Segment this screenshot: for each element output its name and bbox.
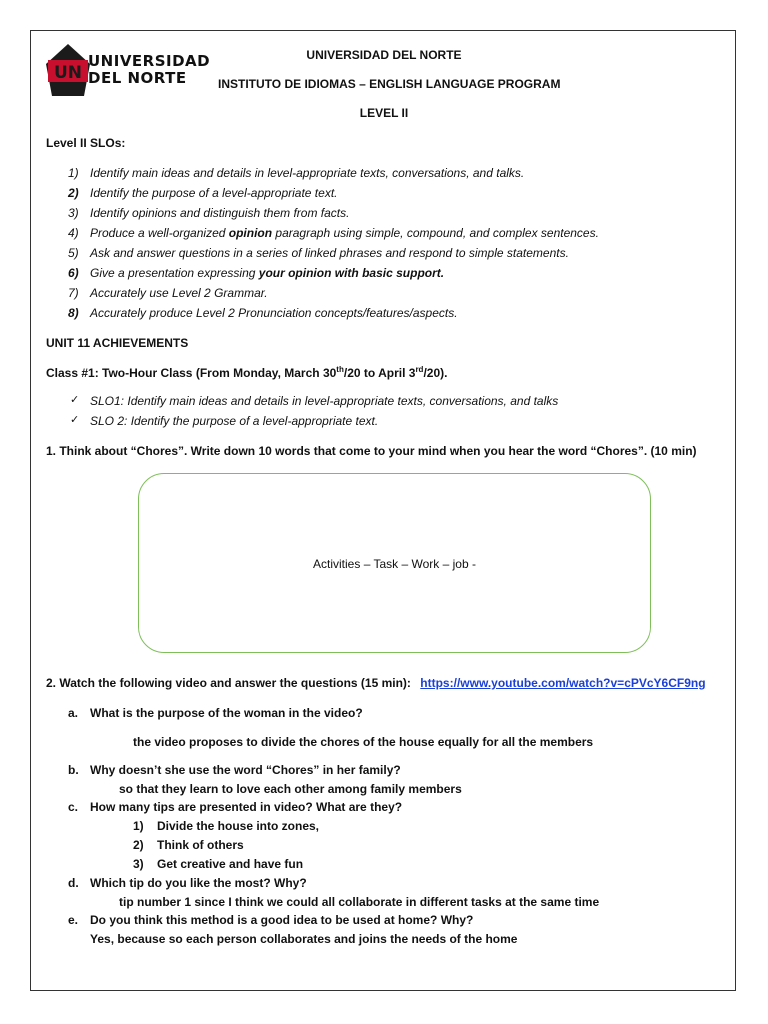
tip-number: 2) (133, 838, 144, 852)
slo-text (90, 226, 599, 240)
question-text: Why doesn’t she use the word “Chores” in her family? (90, 763, 401, 777)
university-title: UNIVERSIDAD DEL NORTE (306, 48, 462, 62)
answer-text: tip number 1 since I think we could all collaborate in different tasks at the same time (119, 895, 600, 909)
slo-number: 8) (68, 306, 79, 320)
answer-text: Yes, because so each person collaborates and joins the needs of the home (90, 932, 518, 946)
question-letter: b. (68, 763, 79, 777)
tip-text: Divide the house into zones, (157, 819, 320, 833)
class-line-part: Class #1: Two-Hour Class (From Monday, March 30 (46, 366, 337, 380)
answer-box[interactable] (138, 473, 651, 653)
slo-number: 1) (68, 166, 79, 180)
tip-text: Get creative and have fun (157, 857, 304, 871)
question-letter: e. (68, 913, 79, 927)
class-line-part: /20). (423, 366, 448, 380)
question-1: 1. Think about “Chores”. Write down 10 words that come to your mind when you hear the word “Chores”. (10 min) (46, 444, 697, 458)
slo-number: 6) (68, 266, 79, 280)
slo-text: Accurately use Level 2 Grammar. (90, 286, 268, 300)
question-text: Do you think this method is a good idea to be used at home? Why? (90, 913, 474, 927)
slo-text (90, 266, 444, 280)
slo-number: 5) (68, 246, 79, 260)
slo-number: 7) (68, 286, 79, 300)
level-title: LEVEL II (359, 106, 409, 120)
slo-text-part: paragraph using simple, compound, and complex sentences. (272, 226, 599, 240)
tip-number: 3) (133, 857, 144, 871)
class-line-sup: th (336, 365, 344, 374)
question-letter: d. (68, 876, 79, 890)
tip-text: Think of others (157, 838, 244, 852)
slo-text: Accurately produce Level 2 Pronunciation concepts/features/aspects. (90, 306, 458, 320)
slo-text-bold: your opinion with basic support. (258, 266, 445, 280)
slo-number: 4) (68, 226, 79, 240)
class-slo: SLO1: Identify main ideas and details in level-appropriate texts, conversations, and talks (90, 394, 559, 408)
question-letter: a. (68, 706, 79, 720)
tip-number: 1) (133, 819, 144, 833)
logo-mark: UN (53, 63, 83, 83)
logo-text-top: UNIVERSIDAD (88, 52, 211, 70)
slo-text-bold: opinion (228, 226, 273, 240)
slo-text: Identify the purpose of a level-appropriate text. (90, 186, 338, 200)
answer-box-text: Activities – Task – Work – job - (313, 557, 476, 571)
class-line-sup: rd (415, 365, 424, 374)
answer-text: the video proposes to divide the chores of the house equally for all the members (133, 735, 594, 749)
question-2-label: 2. Watch the following video and answer the questions (15 min): (46, 676, 411, 690)
slo-text: Ask and answer questions in a series of linked phrases and respond to simple statements. (90, 246, 569, 260)
class-line-part: /20 to April 3 (343, 366, 416, 380)
question-letter: c. (68, 800, 79, 814)
slo-text-part: Give a presentation expressing (90, 266, 259, 280)
answer-text: so that they learn to love each other among family members (119, 782, 462, 796)
slo-number: 2) (68, 186, 79, 200)
slos-title: Level II SLOs: (46, 136, 126, 150)
logo-text-bottom: DEL NORTE (88, 69, 187, 87)
checkmark-icon: ✓ (70, 414, 80, 426)
slo-text: Identify main ideas and details in level-appropriate texts, conversations, and talks. (90, 166, 525, 180)
unit-title: UNIT 11 ACHIEVEMENTS (46, 336, 189, 350)
question-text: What is the purpose of the woman in the video? (90, 706, 363, 720)
question-text: How many tips are presented in video? What are they? (90, 800, 403, 814)
slo-text: Identify opinions and distinguish them from facts. (90, 206, 350, 220)
class-slo: SLO 2: Identify the purpose of a level-appropriate text. (90, 414, 379, 428)
slo-text-part: Produce a well-organized (90, 226, 229, 240)
question-text: Which tip do you like the most? Why? (90, 876, 307, 890)
checkmark-icon: ✓ (70, 394, 80, 406)
institute-title: INSTITUTO DE IDIOMAS – ENGLISH LANGUAGE PROGRAM (218, 77, 561, 91)
class-line (46, 365, 447, 380)
slo-number: 3) (68, 206, 79, 220)
video-link[interactable]: https://www.youtube.com/watch?v=cPVcY6CF9ng (420, 676, 706, 690)
question-2 (46, 676, 706, 690)
